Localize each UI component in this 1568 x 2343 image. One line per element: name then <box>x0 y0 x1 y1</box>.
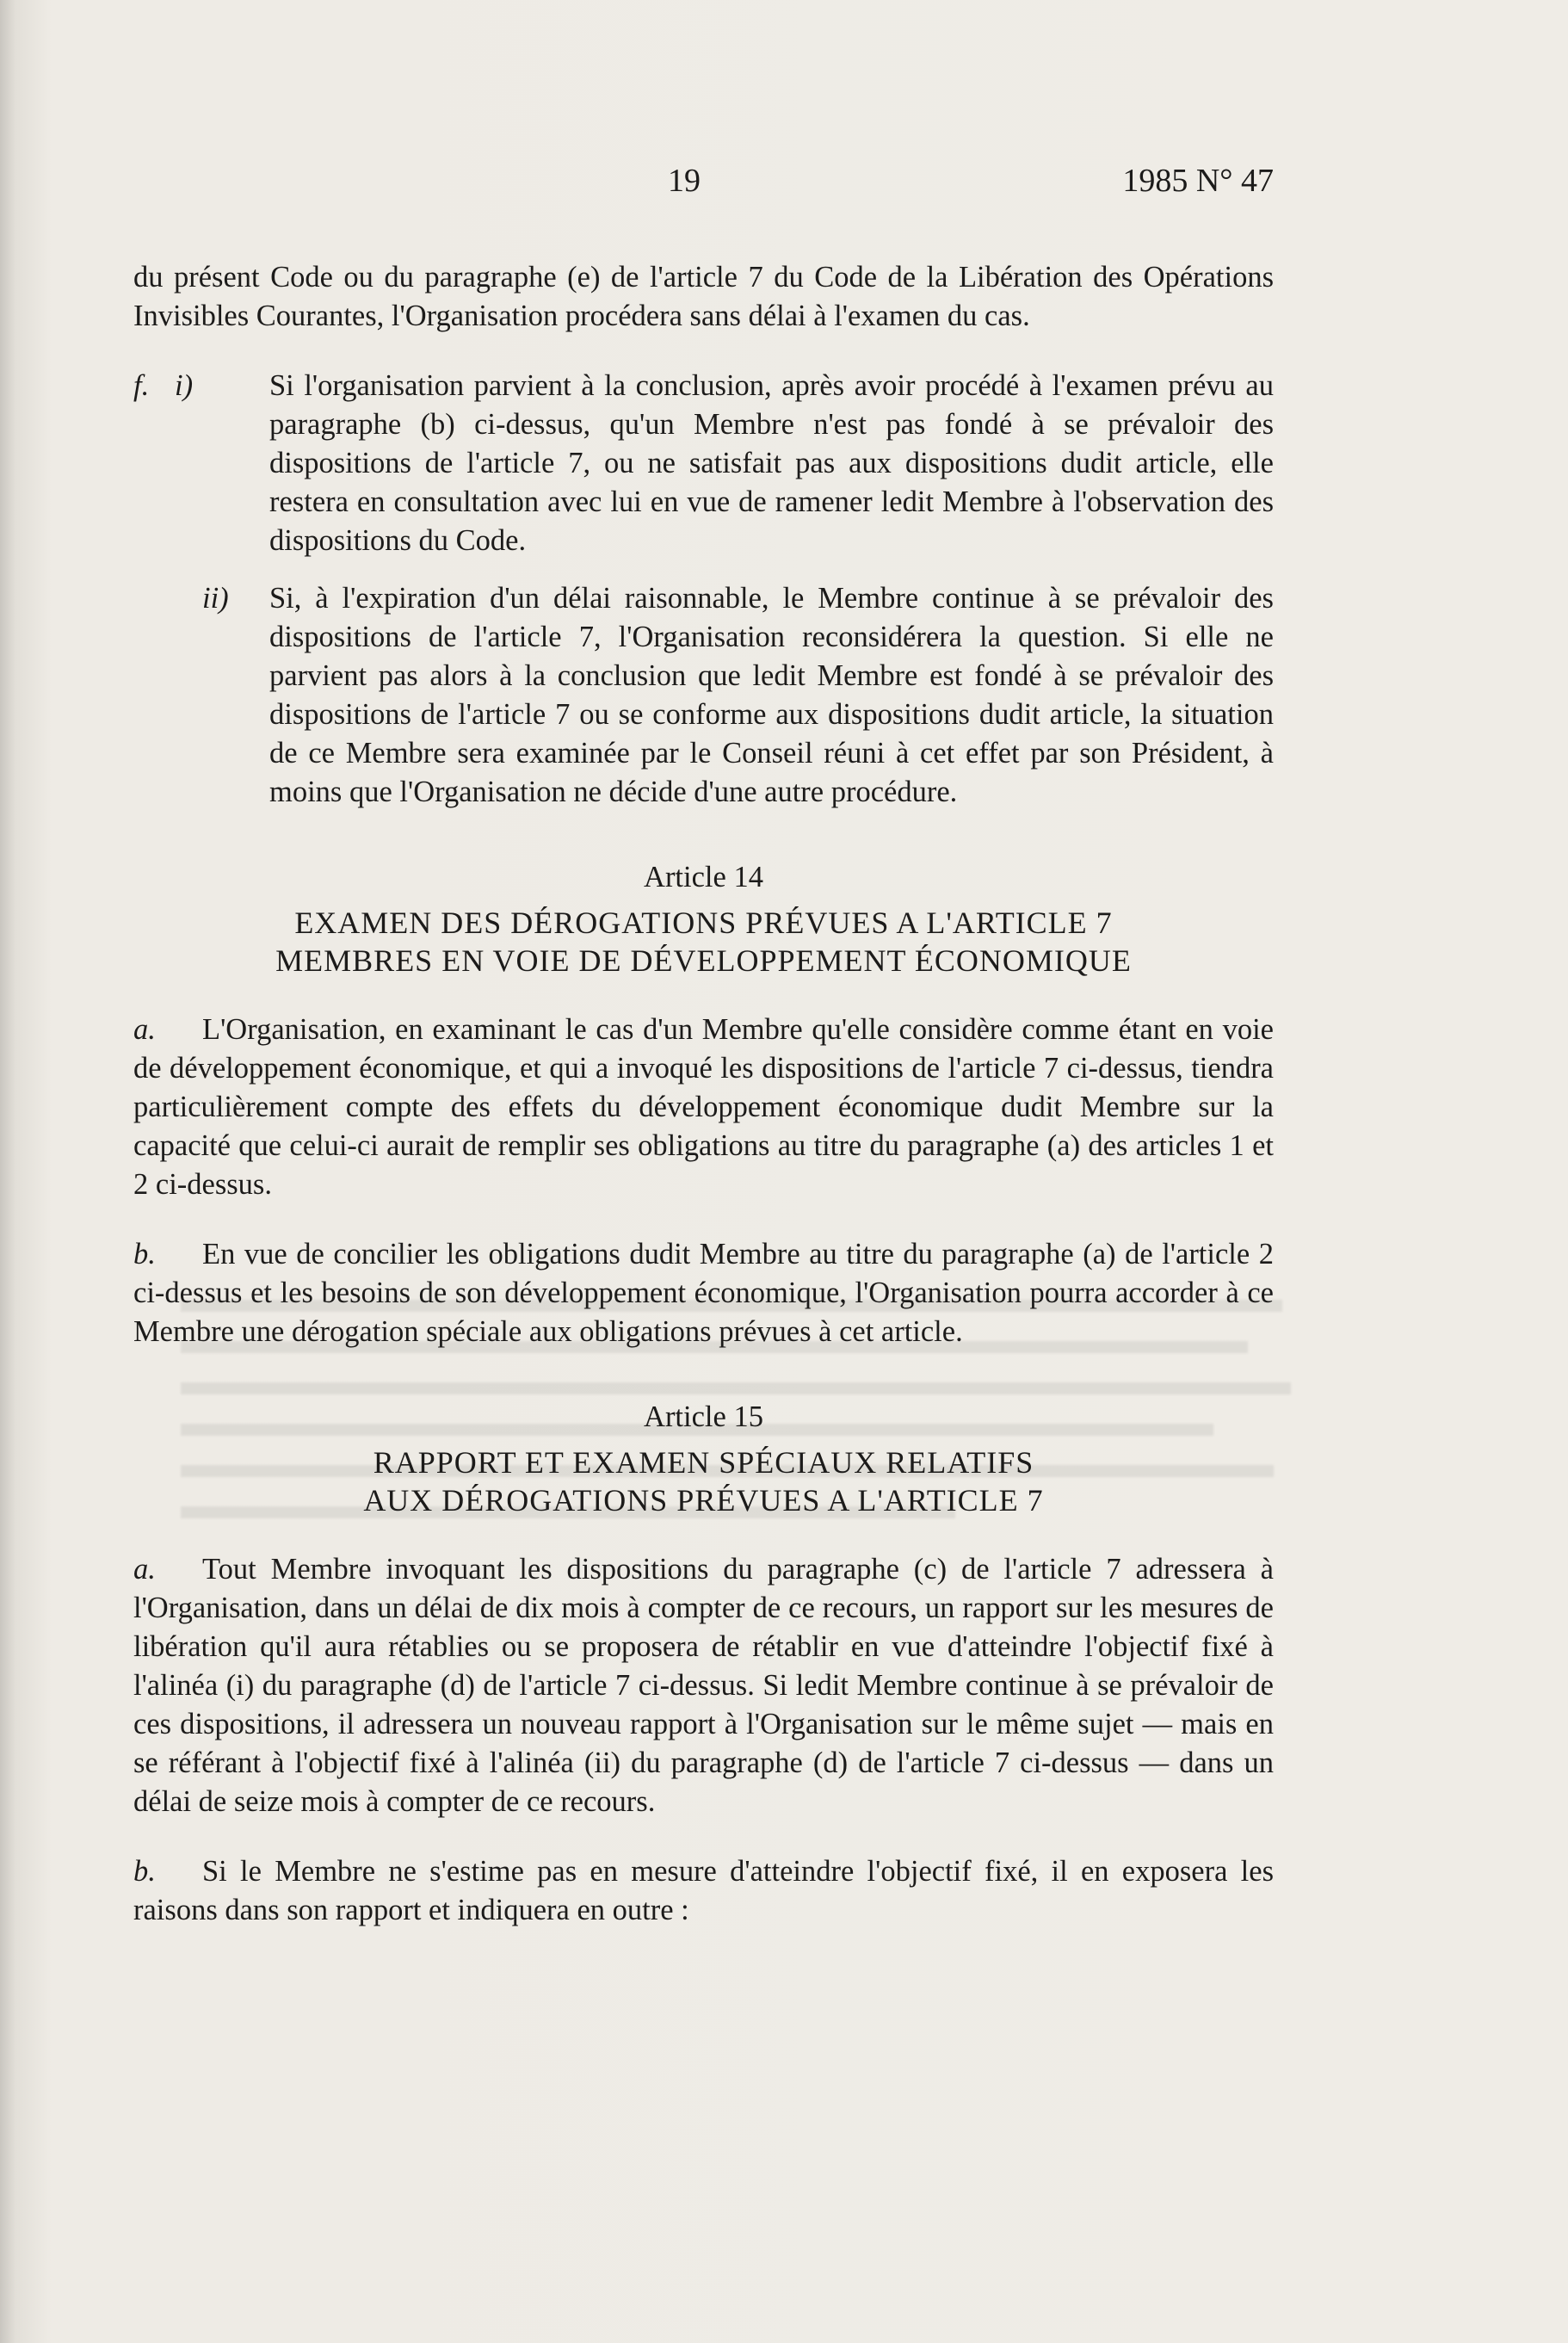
continuation-paragraph: du présent Code ou du paragraphe (e) de l'article 7 du Code de la Libération des Opérations Invisibles Courantes, l'Organisation procédera sans délai à l'examen du cas. <box>133 261 1274 332</box>
article-15-title-line-2: AUX DÉROGATIONS PRÉVUES A L'ARTICLE 7 <box>363 1483 1044 1518</box>
article-15-title-line-1: RAPPORT ET EXAMEN SPÉCIAUX RELATIFS <box>373 1445 1034 1480</box>
article-14-b-text: En vue de concilier les obligations dudit Membre au titre du paragraphe (a) de l'article 2 ci-dessus et les besoins de son développement économique, l'Organisation pourra accorder à ce Membre une dérogation spéciale aux obligations prévues à cet article. <box>133 1238 1274 1348</box>
page-number: 19 <box>668 163 701 199</box>
article-14-b-label: b. <box>133 1238 156 1270</box>
article-14-title-line-1: EXAMEN DES DÉROGATIONS PRÉVUES A L'ARTICLE 7 <box>294 906 1113 940</box>
item-f-i-text: Si l'organisation parvient à la conclusion, après avoir procédé à l'examen prévu au paragraphe (b) ci-dessus, qu'un Membre n'est pas fondé à se prévaloir des dispositions de l'article 7, ou ne satisfait pas aux dispositions dudit article, elle restera en consultation avec lui en vue de ramener ledit Membre à l'observation des dispositions du Code. <box>269 369 1274 557</box>
item-f-i-label: i) <box>175 369 194 402</box>
article-15-paragraph-a <box>133 1550 1274 1821</box>
item-f-ii-label: ii) <box>202 582 229 615</box>
page-body <box>133 258 1274 1930</box>
item-f-ii <box>133 579 1274 812</box>
article-14-a-text: L'Organisation, en examinant le cas d'un Membre qu'elle considère comme étant en voie de développement économique, et qui a invoqué les dispositions de l'article 7 ci-dessus, tiendra particulièrement compte des effets du développement économique dudit Membre sur la capacité que celui-ci aurait de remplir ses obligations au titre du paragraphe (a) des articles 1 et 2 ci-dessus. <box>133 1013 1274 1201</box>
article-15-a-text: Tout Membre invoquant les dispositions du paragraphe (c) de l'article 7 adressera à l'Organisation, dans un délai de dix mois à compter de ce recours, un rapport sur les mesures de libération qu'il aura rétablies ou se proposera de rétablir en vue d'atteindre l'objectif fixé à l'alinéa (i) du paragraphe (d) de l'article 7 ci-dessus. Si ledit Membre continue à se prévaloir de ces dispositions, il adressera un nouveau rapport à l'Organisation sur le même sujet — mais en se référant à l'objectif fixé à l'alinéa (ii) du paragraphe (d) de l'article 7 ci-dessus — dans un délai de seize mois à compter de ce recours. <box>133 1553 1274 1818</box>
running-header <box>138 162 1274 205</box>
item-f-i <box>133 367 1274 560</box>
article-14-a-label: a. <box>133 1013 156 1046</box>
item-f-label: f. <box>133 369 150 402</box>
article-14-paragraph-b <box>133 1235 1274 1351</box>
article-15-b-label: b. <box>133 1855 156 1888</box>
article-14-title-line-2: MEMBRES EN VOIE DE DÉVELOPPEMENT ÉCONOMIQUE <box>275 943 1132 978</box>
article-14-paragraph-a <box>133 1011 1274 1204</box>
article-14-heading: Article 14 <box>644 861 763 893</box>
article-15-b-text: Si le Membre ne s'estime pas en mesure d'atteindre l'objectif fixé, il en exposera les raisons dans son rapport et indiquera en outre : <box>133 1855 1274 1926</box>
document-reference: 1985 N° 47 <box>1122 163 1274 199</box>
item-f-ii-text: Si, à l'expiration d'un délai raisonnable, le Membre continue à se prévaloir des dispositions de l'article 7, l'Organisation reconsidérera la question. Si elle ne parvient pas alors à la conclusion que ledit Membre est fondé à se prévaloir des dispositions de l'article 7 ou se conforme aux dispositions dudit article, la situation de ce Membre sera examinée par le Conseil réuni à cet effet par son Président, à moins que l'Organisation ne décide d'une autre procédure. <box>269 582 1274 808</box>
article-15-paragraph-b <box>133 1852 1274 1930</box>
article-15-heading: Article 15 <box>644 1400 763 1433</box>
article-15-a-label: a. <box>133 1553 156 1586</box>
